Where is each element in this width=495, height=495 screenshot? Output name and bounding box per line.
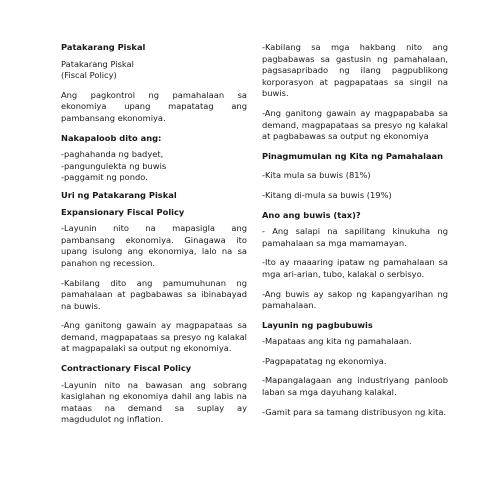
- definition-paragraph: Ang pagkontrol ng pamahalaan sa ekonomiya upang mapatatag ang pambansang ekonomiya.: [61, 89, 247, 123]
- paragraph: -Layunin nito na mapasigla ang pambansang ekonomiya. Ginagawa ito upang isulong ang ekonomiya, lalo na sa panahon ng recession.: [61, 223, 247, 268]
- includes-heading: Nakapaloob dito ang:: [61, 132, 162, 143]
- subtitle-english: (Fiscal Policy): [61, 70, 117, 81]
- list-item: -Mapataas ang kita ng pamahalaan.: [262, 336, 412, 347]
- expansionary-heading: Expansionary Fiscal Policy: [61, 206, 185, 217]
- types-heading: Uri ng Patakarang Piskal: [61, 189, 177, 200]
- paragraph: -Ang ganitong gawain ay magpapababa sa demand, magpapataas sa presyo ng kalakal at pagbabawas sa output ng ekonomiya: [262, 107, 448, 142]
- income-heading: Pinagmumulan ng Kita ng Pamahalaan: [262, 150, 444, 161]
- paragraph: -Ang ganitong gawain ay magpapataas sa demand, magpapataas sa presyo ng kalakal at magpapalaki sa output ng ekonomiya.: [61, 320, 247, 354]
- contractionary-heading: Contractionary Fiscal Policy: [61, 363, 192, 374]
- list-item: -paghahanda ng badyet,: [61, 149, 164, 160]
- list-item: -Gamit para sa tamang distribusyon ng kita.: [262, 406, 447, 417]
- paragraph: - Ang salapi na sapilitang kinukuha ng pamahalaan sa mga mamamayan.: [262, 226, 448, 248]
- tax-heading: Ano ang buwis (tax)?: [262, 209, 361, 220]
- paragraph: -Kabilang sa mga hakbang nito ang pagbabawas sa gastusin ng pamahalaan, pagsasapribado ng ilang pagpublikong korporasyon at pagpapataas sa singil na buwis.: [262, 42, 448, 99]
- list-item: -Kitang di-mula sa buwis (19%): [262, 189, 392, 200]
- paragraph: -Kabilang dito ang pamumuhunan ng pamahalaan at pagbabawas sa ibinabayad na buwis.: [61, 277, 247, 311]
- list-item: -paggamit ng pondo.: [61, 172, 148, 183]
- list-item: -Mapangalagaan ang industriyang panloob laban sa mga dayuhang kalakal.: [262, 375, 448, 398]
- paragraph: -Ito ay maaaring ipataw ng pamahalaan sa mga ari-arian, tubo, kalakal o serbisyo.: [262, 257, 448, 279]
- left-column: [61, 42, 247, 434]
- paragraph: -Ang buwis ay sakop ng kapangyarihan ng pamahalaan.: [262, 288, 448, 311]
- subtitle-line: Patakarang Piskal: [61, 58, 134, 69]
- doc-title: Patakarang Piskal: [61, 42, 146, 52]
- paragraph: -Layunin nito na bawasan ang sobrang kasiglahan ng ekonomiya dahil ang labis na mataas na demand sa suplay ay magdudulot ng inflation.: [61, 379, 247, 425]
- right-column: [262, 42, 448, 426]
- list-item: -Pagpapatatag ng ekonomiya.: [262, 355, 387, 366]
- list-item: -Kita mula sa buwis (81%): [262, 170, 371, 181]
- list-item: -pangungulekta ng buwis: [61, 160, 167, 171]
- purpose-heading: Layunin ng pagbubuwis: [262, 319, 373, 330]
